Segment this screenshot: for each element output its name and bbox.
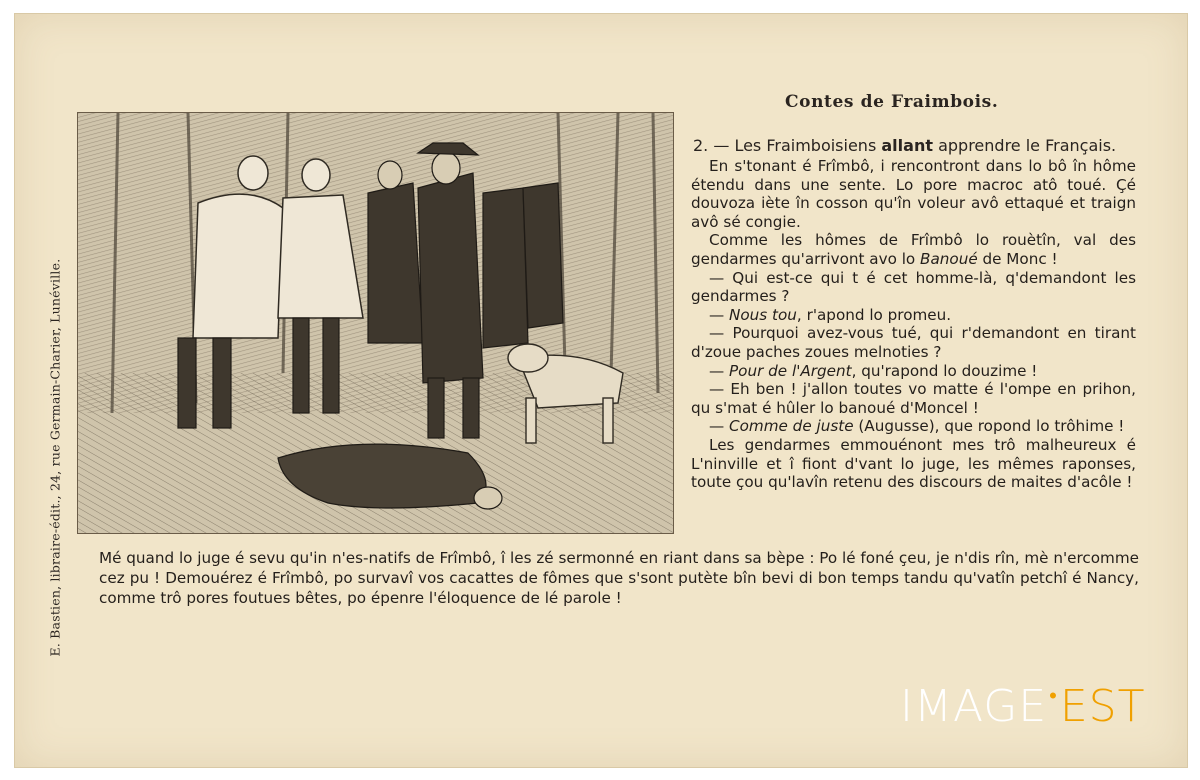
p8-end: (Augusse), que ropond lo trôhime !	[853, 417, 1125, 436]
p8-dash: —	[709, 417, 730, 436]
watermark-dot-icon: •	[1049, 684, 1058, 709]
paragraph-7: — Eh ben ! j'allon toutes vo matte é l'ompe en prihon, qu s'mat é hûler lo banoué d'Moncel !	[691, 380, 1136, 417]
p2-italic: Banoué	[920, 249, 978, 268]
printer-credit: E. Bastien, libraire-édit., 24, rue Germain-Charier, Lunéville.	[47, 258, 63, 657]
paragraph-3: — Qui est-ce qui t é cet homme-là, q'demandont les gendarmes ?	[691, 268, 1136, 306]
p6-italic: Pour de l'Argent	[729, 361, 852, 380]
p4-italic: Nous tou	[729, 305, 797, 324]
watermark-est: EST	[1059, 681, 1146, 732]
paragraph-5: — Pourquoi avez-vous tué, qui r'demandont en tirant d'zoue paches zoues melnoties ?	[691, 324, 1136, 361]
paragraph-1: En s'tonant é Frîmbô, i rencontront dans lo bô în hôme étendu dans une sente. Lo pore macroc atô toué. Çé douvoza iète în cosson qu'în voleur avô ettaqué et traign avô sé congie.	[691, 157, 1136, 231]
story-column	[691, 157, 1136, 492]
p2-text: Comme les hômes de Frîmbô lo rouètîn, val des gendarmes qu'arrivont avo lo	[691, 231, 1136, 268]
postcard	[14, 13, 1188, 768]
p6-dash: —	[709, 361, 730, 380]
closing-paragraph: Mé quand lo juge é sevu qu'in n'es-natifs de Frîmbô, î les zé sermonné en riant dans sa bèpe : Po lé foné çeu, je n'dis rîn, mè n'ercomme cez pu ! Demouérez é Frîmbô, po survavî vos cacattes de fômes que s'sont putète bîn bevi di bon temps tandu qu'vatîn petchî é Nancy, comme trô pores foutues bêtes, po épenre l'éloquence de lé parole !	[99, 549, 1139, 607]
page-title: Contes de Fraimbois.	[785, 92, 999, 112]
subtitle-bold: allant	[881, 136, 933, 155]
engraving-illustration	[77, 112, 674, 534]
p8-italic: Comme de juste	[729, 417, 854, 436]
paragraph-8	[691, 417, 1136, 436]
paragraph-6	[691, 362, 1136, 381]
subtitle	[693, 136, 1116, 155]
subtitle-rest: apprendre le Français.	[938, 136, 1117, 155]
p4-end: , r'apond lo promeu.	[796, 305, 952, 324]
paragraph-9: Les gendarmes emmouénont mes trô malheureux é L'ninville et î fiont d'vant lo juge, les mêmes raponses, toute çou qu'lavîn retenu des discours de maites d'acôle !	[691, 435, 1136, 492]
p6-end: , qu'rapond lo douzime !	[851, 361, 1038, 380]
paragraph-4	[691, 306, 1136, 325]
subtitle-number: 2. — Les Fraimboisiens	[693, 136, 877, 155]
watermark-logo	[900, 681, 1145, 732]
paragraph-2	[691, 231, 1136, 268]
watermark-image: IMAGE	[900, 681, 1048, 732]
p2-end: de Monc !	[977, 249, 1058, 268]
forest-scene-image	[78, 113, 673, 533]
p4-dash: —	[709, 305, 730, 324]
